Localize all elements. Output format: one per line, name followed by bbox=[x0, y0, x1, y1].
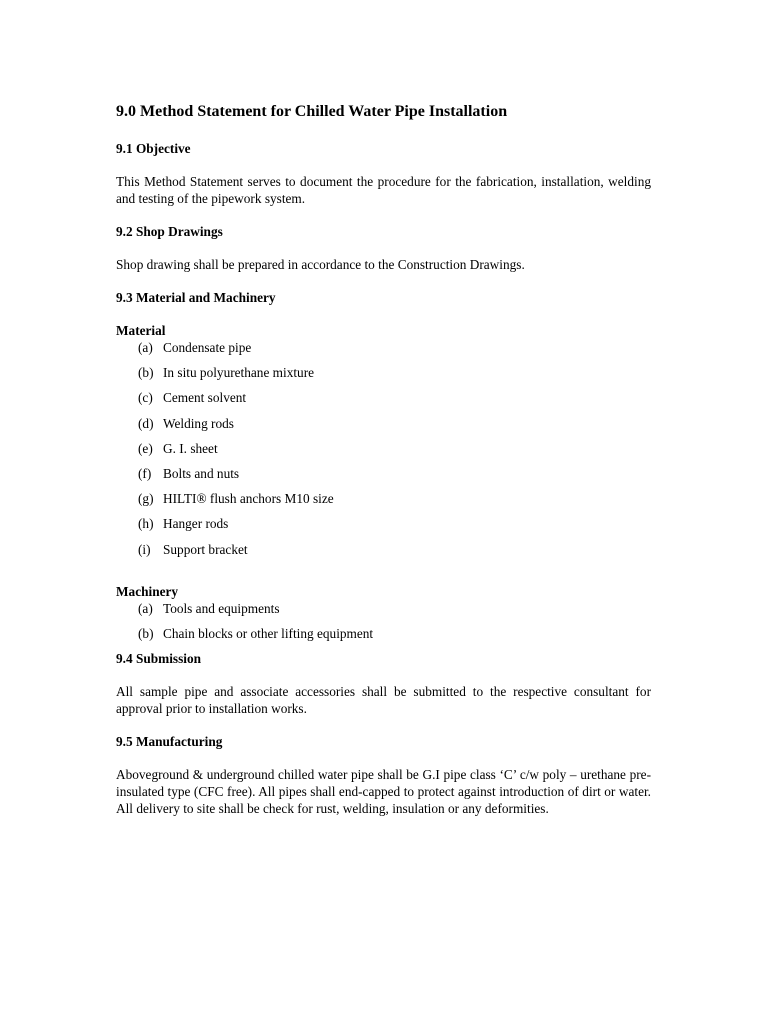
list-marker: (g) bbox=[138, 491, 154, 507]
submission-paragraph: All sample pipe and associate accessories shall be submitted to the respective consultant for approval prior to installation works. bbox=[116, 684, 651, 717]
list-marker: (i) bbox=[138, 541, 151, 557]
list-marker: (a) bbox=[138, 600, 153, 616]
section-heading-submission: 9.4 Submission bbox=[116, 651, 201, 667]
list-item-text: HILTI® flush anchors M10 size bbox=[163, 491, 334, 507]
list-item-text: Bolts and nuts bbox=[163, 465, 240, 481]
list-item bbox=[138, 541, 651, 566]
list-marker: (d) bbox=[138, 415, 154, 431]
list-item bbox=[138, 600, 651, 625]
list-item-text: Welding rods bbox=[163, 415, 234, 431]
list-item bbox=[138, 440, 651, 465]
shop-drawings-paragraph: Shop drawing shall be prepared in accordance to the Construction Drawings. bbox=[116, 257, 525, 272]
list-item-text: Condensate pipe bbox=[163, 340, 252, 355]
list-item bbox=[138, 415, 651, 440]
list-marker: (f) bbox=[138, 465, 152, 481]
section-heading-manufacturing: 9.5 Manufacturing bbox=[116, 734, 223, 750]
objective-paragraph: This Method Statement serves to document the procedure for the fabrication, installation, welding and testing of the pipework system. bbox=[116, 174, 651, 206]
machinery-list bbox=[116, 600, 651, 650]
list-marker: (b) bbox=[138, 365, 154, 381]
list-item-text: Support bracket bbox=[163, 541, 248, 557]
list-item-text: Chain blocks or other lifting equipment bbox=[163, 625, 374, 641]
list-item bbox=[138, 339, 651, 364]
section-heading-shop-drawings: 9.2 Shop Drawings bbox=[116, 224, 223, 239]
list-item bbox=[138, 625, 651, 650]
document-page bbox=[116, 100, 651, 833]
document-title: 9.0 Method Statement for Chilled Water Pipe Installation bbox=[116, 103, 508, 120]
machinery-subheading: Machinery bbox=[116, 583, 179, 599]
list-item-text: Hanger rods bbox=[163, 516, 229, 532]
list-item-text: Cement solvent bbox=[163, 390, 247, 406]
section-heading-material-machinery: 9.3 Material and Machinery bbox=[116, 290, 276, 305]
list-marker: (h) bbox=[138, 516, 154, 532]
material-subheading: Material bbox=[116, 323, 166, 338]
list-item bbox=[138, 515, 651, 540]
list-marker: (b) bbox=[138, 625, 154, 641]
list-item-text: In situ polyurethane mixture bbox=[163, 365, 315, 381]
list-item bbox=[138, 465, 651, 490]
spacer bbox=[116, 566, 651, 583]
list-marker: (a) bbox=[138, 340, 153, 355]
list-item bbox=[138, 364, 651, 389]
list-item bbox=[138, 490, 651, 515]
list-item-text: G. I. sheet bbox=[163, 440, 218, 456]
list-marker: (e) bbox=[138, 440, 153, 456]
manufacturing-paragraph: Aboveground & underground chilled water pipe shall be G.I pipe class ‘C’ c/w poly – urethane pre-insulated type (CFC free). All pipes shall end-capped to protect against introduction of dirt or water. All delivery to site shall be check for rust, welding, insulation or any deformities. bbox=[116, 767, 651, 817]
list-item bbox=[138, 389, 651, 414]
section-heading-objective: 9.1 Objective bbox=[116, 141, 191, 156]
material-list bbox=[116, 339, 651, 566]
list-marker: (c) bbox=[138, 390, 153, 406]
list-item-text: Tools and equipments bbox=[163, 600, 280, 616]
